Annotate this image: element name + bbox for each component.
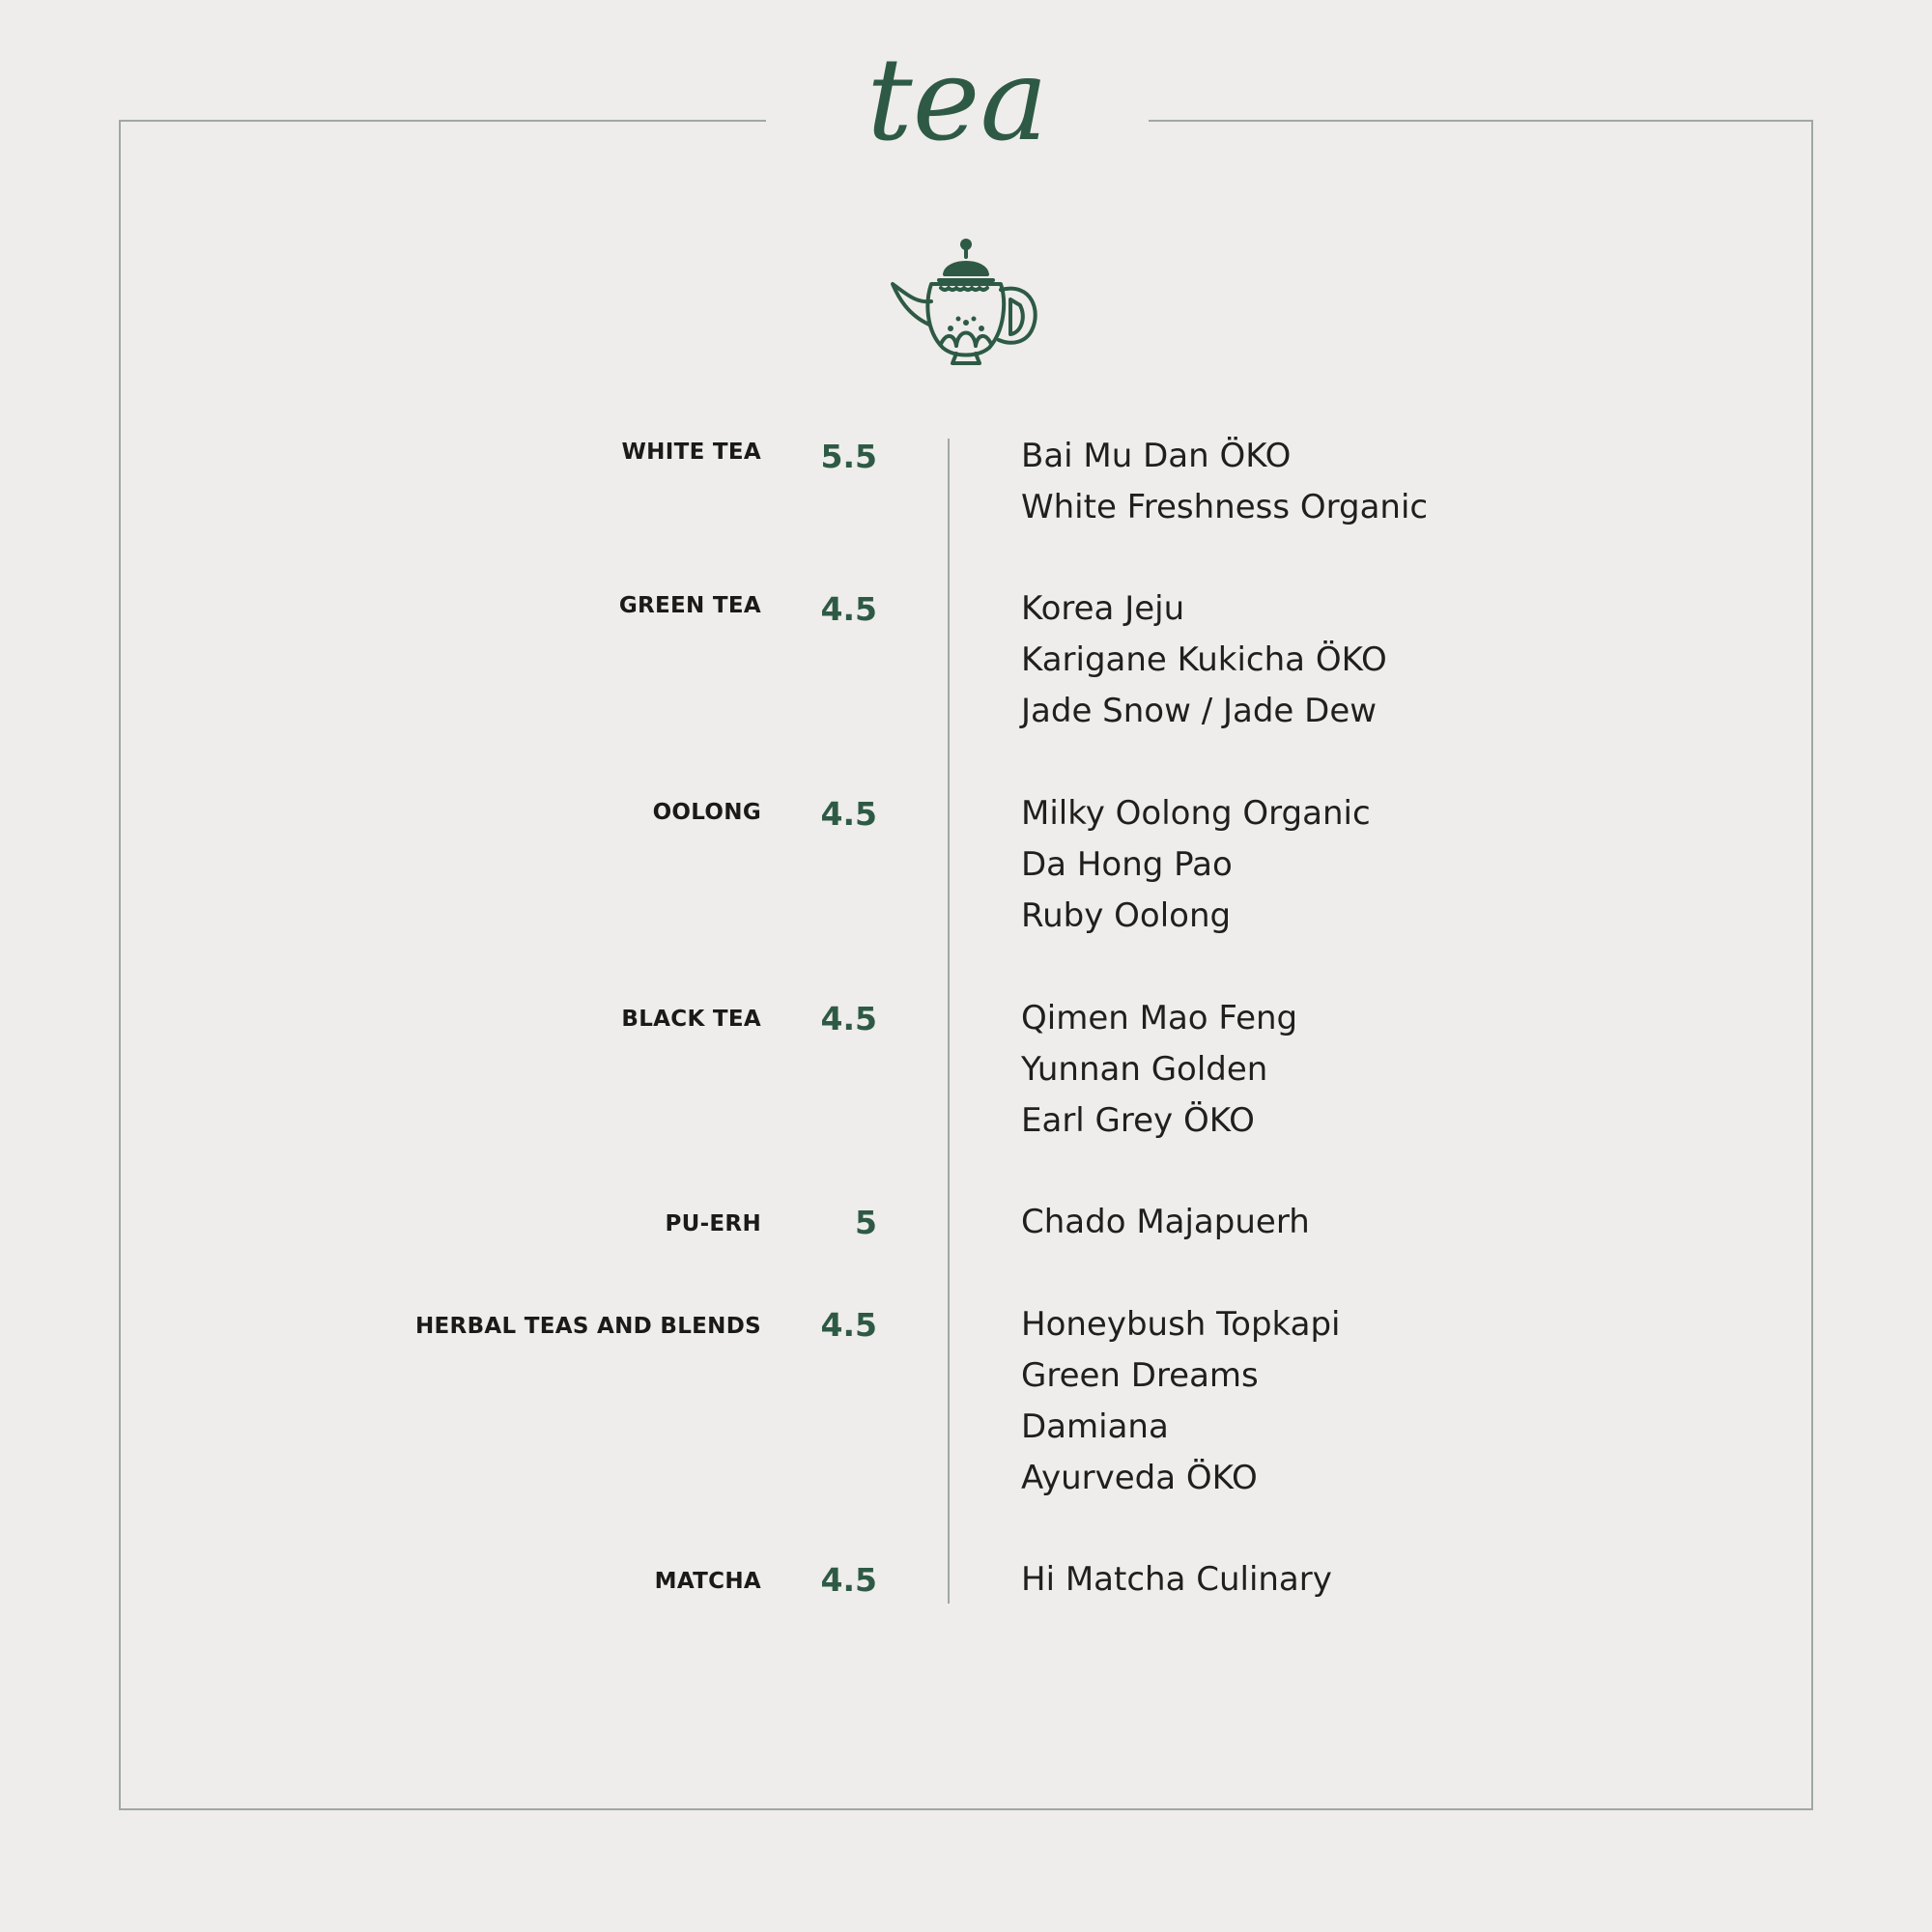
category-price-white-tea: 5.5 (820, 438, 877, 475)
category-price-pu-erh: 5 (855, 1204, 877, 1241)
item-list-matcha (1021, 1554, 1332, 1605)
list-item: Damiana (1021, 1407, 1169, 1446)
list-item: Chado Majapuerh (1021, 1203, 1310, 1241)
category-label-green-tea: GREEN TEA (618, 593, 761, 618)
list-item: Korea Jeju (1021, 589, 1185, 628)
list-item: White Freshness Organic (1021, 488, 1429, 526)
list-item: Hi Matcha Culinary (1021, 1560, 1332, 1599)
category-price-green-tea: 4.5 (820, 590, 877, 628)
category-label-white-tea: WHITE TEA (621, 440, 761, 465)
item-list-herbal-teas (1021, 1299, 1341, 1504)
list-item: Karigane Kukicha ÖKO (1021, 640, 1387, 679)
list-item: Honeybush Topkapi (1021, 1305, 1341, 1344)
item-list-green-tea (1021, 583, 1387, 737)
list-item: Ruby Oolong (1021, 896, 1232, 935)
menu-title: tea (867, 33, 1048, 166)
category-price-matcha: 4.5 (820, 1561, 877, 1599)
teapot-icon (887, 234, 1045, 373)
list-item: Milky Oolong Organic (1021, 794, 1371, 833)
item-list-oolong (1021, 788, 1371, 942)
category-label-pu-erh: PU-ERH (665, 1211, 761, 1236)
item-list-black-tea (1021, 993, 1297, 1147)
category-price-black-tea: 4.5 (820, 1000, 877, 1037)
list-item: Yunnan Golden (1021, 1050, 1268, 1089)
item-list-white-tea (1021, 431, 1428, 533)
category-price-herbal-teas: 4.5 (820, 1306, 877, 1344)
category-label-matcha: MATCHA (654, 1569, 761, 1594)
list-item: Bai Mu Dan ÖKO (1021, 437, 1292, 475)
category-price-oolong: 4.5 (820, 795, 877, 833)
list-item: Earl Grey ÖKO (1021, 1101, 1255, 1140)
menu-frame (119, 120, 1813, 1810)
list-item: Qimen Mao Feng (1021, 999, 1298, 1037)
list-item: Da Hong Pao (1021, 845, 1233, 884)
list-item: Green Dreams (1021, 1356, 1259, 1395)
item-list-pu-erh (1021, 1197, 1310, 1248)
column-divider (948, 439, 950, 1604)
list-item: Jade Snow / Jade Dew (1021, 692, 1378, 730)
category-label-black-tea: BLACK TEA (621, 1007, 761, 1032)
list-item: Ayurveda ÖKO (1021, 1459, 1258, 1497)
category-label-herbal-teas: HERBAL TEAS AND BLENDS (415, 1314, 761, 1339)
category-label-oolong: OOLONG (652, 800, 761, 825)
